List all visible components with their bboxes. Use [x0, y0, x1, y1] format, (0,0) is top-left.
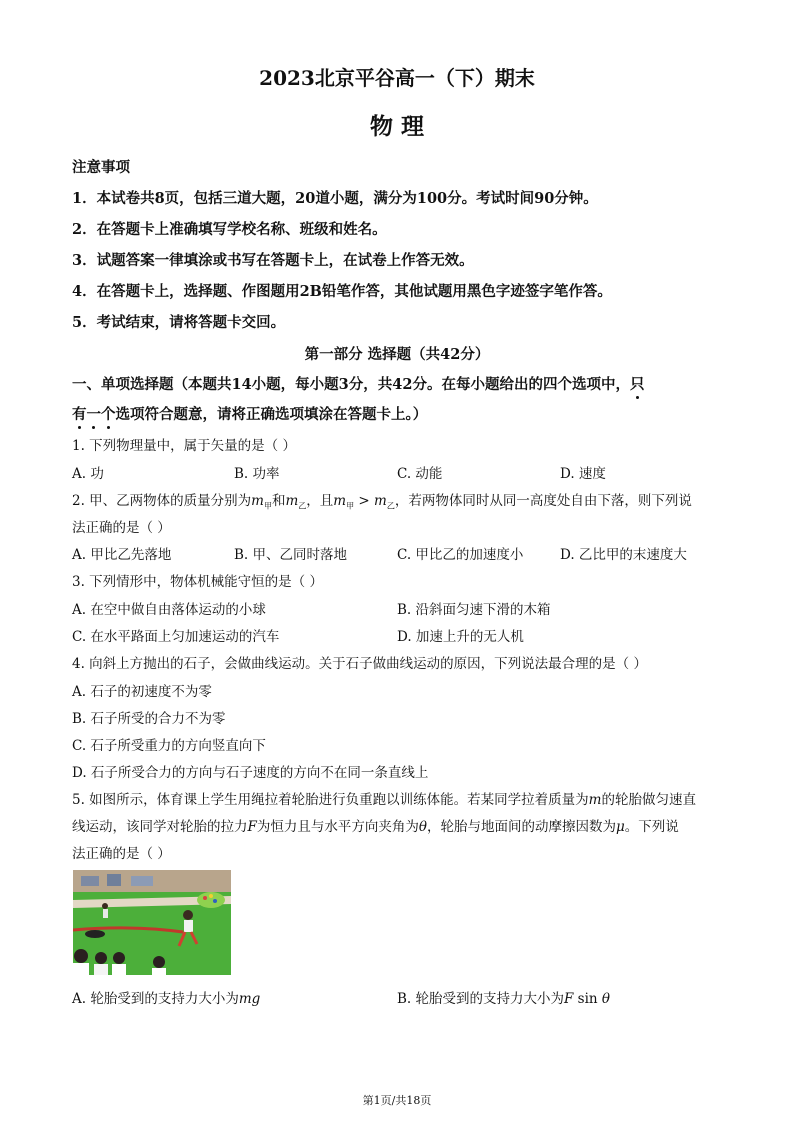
question-2-option-b: B. 甲、乙同时落地: [234, 547, 348, 563]
question-3-stem: 3. 下列情形中，物体机械能守恒的是（ ）: [72, 574, 323, 590]
question-3-option-c: C. 在水平路面上匀加速运动的汽车: [72, 629, 280, 645]
question-5-stem-line1: 5. 如图所示，体育课上学生用绳拉着轮胎进行负重跑以训练体能。若某同学拉着质量为m的轮胎做匀速直: [72, 792, 696, 808]
subject-title: 物 理: [369, 113, 424, 140]
photo-child-head: [183, 910, 193, 920]
notice-heading: 注意事项: [72, 159, 130, 176]
question-5-stem-line3: 法正确的是（ ）: [72, 846, 171, 862]
question-5-option-b: B. 轮胎受到的支持力大小为F sin θ: [397, 991, 611, 1007]
notice-item: 4．在答题卡上，选择题、作图题用2B铅笔作答，其他试题用黑色字迹签字笔作答。: [72, 283, 612, 300]
emphasis-char: 一: [87, 406, 102, 423]
question-3-option-d: D. 加速上升的无人机: [397, 629, 524, 645]
notice-item: 1．本试卷共8页，包括三道大题，20道小题，满分为100分。考试时间90分钟。: [72, 190, 598, 207]
question-1-option-a: A. 功: [72, 466, 104, 482]
question-4-option-c: C. 石子所受重力的方向竖直向下: [72, 738, 266, 754]
section-instruction-line2: 有 一 个 选项符合题意，请将正确选项填涂在答题卡上。）: [72, 403, 427, 424]
emphasis-char: 个: [101, 406, 116, 423]
notice-item: 2．在答题卡上准确填写学校名称、班级和姓名。: [72, 221, 387, 238]
question-3-option-b: B. 沿斜面匀速下滑的木箱: [397, 602, 551, 618]
question-2-option-a: A. 甲比乙先落地: [72, 547, 172, 563]
question-1-option-d: D. 速度: [560, 466, 606, 482]
tire-pulling-photo: [73, 870, 231, 975]
question-3-option-a: A. 在空中做自由落体运动的小球: [72, 602, 266, 618]
notice-item: 5．考试结束，请将答题卡交回。: [72, 314, 286, 331]
exam-title: 2023北京平谷高一（下）期末: [259, 66, 535, 90]
question-2-option-c: C. 甲比乙的加速度小: [397, 547, 524, 563]
part-heading: 第一部分 选择题（共42分）: [304, 346, 490, 363]
question-1-option-c: C. 动能: [397, 466, 443, 482]
question-1-stem: 1. 下列物理量中，属于矢量的是（ ）: [72, 438, 296, 454]
question-1-option-b: B. 功率: [234, 466, 280, 482]
question-4-option-a: A. 石子的初速度不为零: [72, 684, 212, 700]
page-footer: 第1页/共18页: [362, 1094, 432, 1107]
question-2-stem: 2. 甲、乙两物体的质量分别为$m_甲$和$m_乙$，且$m_甲 > m_乙$，若两物体同时从同一高度处自由下落，则下列说: [72, 493, 692, 511]
photo-spectator: [74, 949, 88, 963]
question-4-option-b: B. 石子所受的合力不为零: [72, 711, 226, 727]
question-4-option-d: D. 石子所受合力的方向与石子速度的方向不在同一条直线上: [72, 765, 429, 781]
emphasis-char: 有: [72, 406, 87, 423]
section-instruction-line1: 一、单项选择题（本题共14小题，每小题3分，共42分。在每小题给出的四个选项中，只: [72, 373, 644, 394]
question-5-stem-line2: 线运动，该同学对轮胎的拉力F为恒力且与水平方向夹角为θ，轮胎与地面间的动摩擦因数为μ。下列说: [72, 819, 679, 835]
photo-tire: [85, 930, 105, 938]
question-2-option-d: D. 乙比甲的末速度大: [560, 547, 687, 563]
question-4-stem: 4. 向斜上方抛出的石子，会做曲线运动。关于石子做曲线运动的原因，下列说法最合理的是（ ）: [72, 656, 647, 672]
question-2-stem-line2: 法正确的是（ ）: [72, 520, 171, 536]
notice-item: 3．试题答案一律填涂或书写在答题卡上，在试卷上作答无效。: [72, 252, 474, 269]
question-5-option-a: A. 轮胎受到的支持力大小为mg: [72, 991, 261, 1007]
emphasis-char: 只: [630, 376, 645, 393]
